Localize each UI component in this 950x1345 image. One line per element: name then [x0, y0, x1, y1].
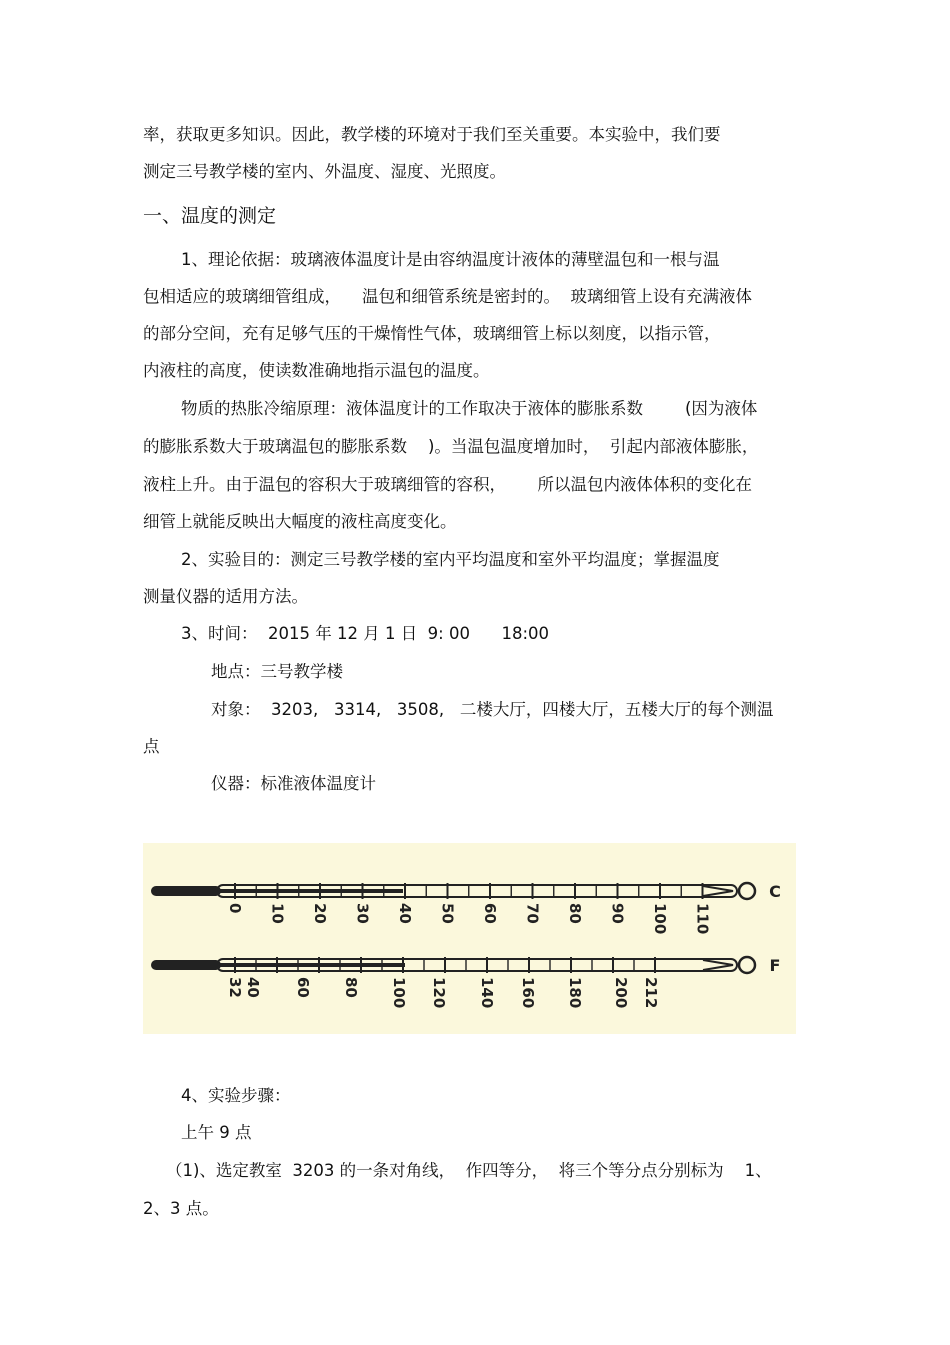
- text-line: 的膨胀系数大于玻璃温包的膨胀系数 )。当温包温度增加时， 引起内部液体膨胀，: [143, 437, 759, 456]
- scale-label: 100: [651, 903, 669, 935]
- text-line: 仪器：标准液体温度计: [211, 774, 376, 793]
- text-line: 测定三号教学楼的室内、外温度、湿度、光照度。: [143, 162, 506, 181]
- text-line: 物质的热胀冷缩原理：液体温度计的工作取决于液体的膨胀系数 (因为液体: [181, 399, 758, 418]
- text-line: 1、理论依据：玻璃液体温度计是由容纳温度计液体的薄壁温包和一根与温: [181, 250, 720, 269]
- scale-label: 40: [244, 977, 262, 998]
- text-line: （1)、选定教室 3203 的一条对角线， 作四等分， 将三个等分点分别标为 1、: [166, 1161, 772, 1180]
- scale-label: 20: [311, 903, 329, 924]
- unit-label: F: [769, 956, 781, 975]
- scale-label: 90: [608, 903, 627, 924]
- scale-label: 120: [430, 977, 448, 1009]
- text-line: 3、时间： 2015 年 12 月 1 日 9: 00 18:00: [181, 624, 550, 643]
- liquid-bulb: [151, 960, 221, 970]
- thermometer-figure: [143, 843, 796, 1034]
- text-line: 内液柱的高度，使读数准确地指示温包的温度。: [143, 361, 490, 380]
- text-line: 上午 9 点: [181, 1123, 252, 1142]
- scale-label: 70: [523, 903, 542, 924]
- scale-label: 60: [294, 977, 312, 998]
- scale-label: 200: [612, 977, 630, 1009]
- scale-label: 180: [566, 977, 584, 1009]
- text-line: 地点：三号教学楼: [211, 662, 343, 681]
- scale-label: 30: [353, 903, 372, 924]
- unit-label: C: [769, 882, 781, 901]
- scale-label: 40: [396, 903, 414, 924]
- section-heading: 一、温度的测定: [143, 205, 277, 227]
- scale-label: 100: [390, 977, 408, 1009]
- scale-label: 212: [642, 977, 660, 1009]
- tube-tip: [703, 960, 733, 970]
- scale-label: 80: [566, 903, 584, 924]
- scale-label: 110: [693, 903, 712, 935]
- scale-label: 50: [438, 903, 457, 924]
- text-line: 点: [143, 737, 160, 756]
- scale-label: 60: [481, 903, 499, 924]
- scale-label: 80: [342, 977, 360, 998]
- scale-label: 140: [478, 977, 496, 1009]
- text-line: 的部分空间，充有足够气压的干燥惰性气体，玻璃细管上标以刻度，以指示管，: [143, 324, 721, 343]
- text-line: 对象： 3203, 3314, 3508, 二楼大厅，四楼大厅，五楼大厅的每个测温: [211, 700, 774, 719]
- scale-label: 10: [268, 903, 287, 924]
- text-line: 2、3 点。: [143, 1199, 219, 1218]
- hanging-ring: [739, 957, 755, 973]
- hanging-ring: [739, 883, 755, 899]
- text-line: 液柱上升。由于温包的容积大于玻璃细管的容积， 所以温包内液体体积的变化在: [143, 475, 752, 494]
- thermometer-drawing: [143, 843, 796, 1034]
- text-line: 2、实验目的：测定三号教学楼的室内平均温度和室外平均温度；掌握温度: [181, 550, 720, 569]
- text-line: 包相适应的玻璃细管组成， 温包和细管系统是密封的。 玻璃细管上设有充满液体: [143, 287, 752, 306]
- tube-tip: [703, 886, 733, 896]
- text-line: 测量仪器的适用方法。: [143, 587, 308, 606]
- scale-label: 32: [226, 977, 244, 998]
- text-line: 细管上就能反映出大幅度的液柱高度变化。: [143, 512, 457, 531]
- scale-label: 160: [519, 977, 537, 1009]
- scale-label: 0: [226, 903, 244, 914]
- text-line: 4、实验步骤：: [181, 1086, 291, 1105]
- liquid-bulb: [151, 886, 221, 896]
- text-line: 率，获取更多知识。因此，教学楼的环境对于我们至关重要。本实验中，我们要: [143, 125, 721, 144]
